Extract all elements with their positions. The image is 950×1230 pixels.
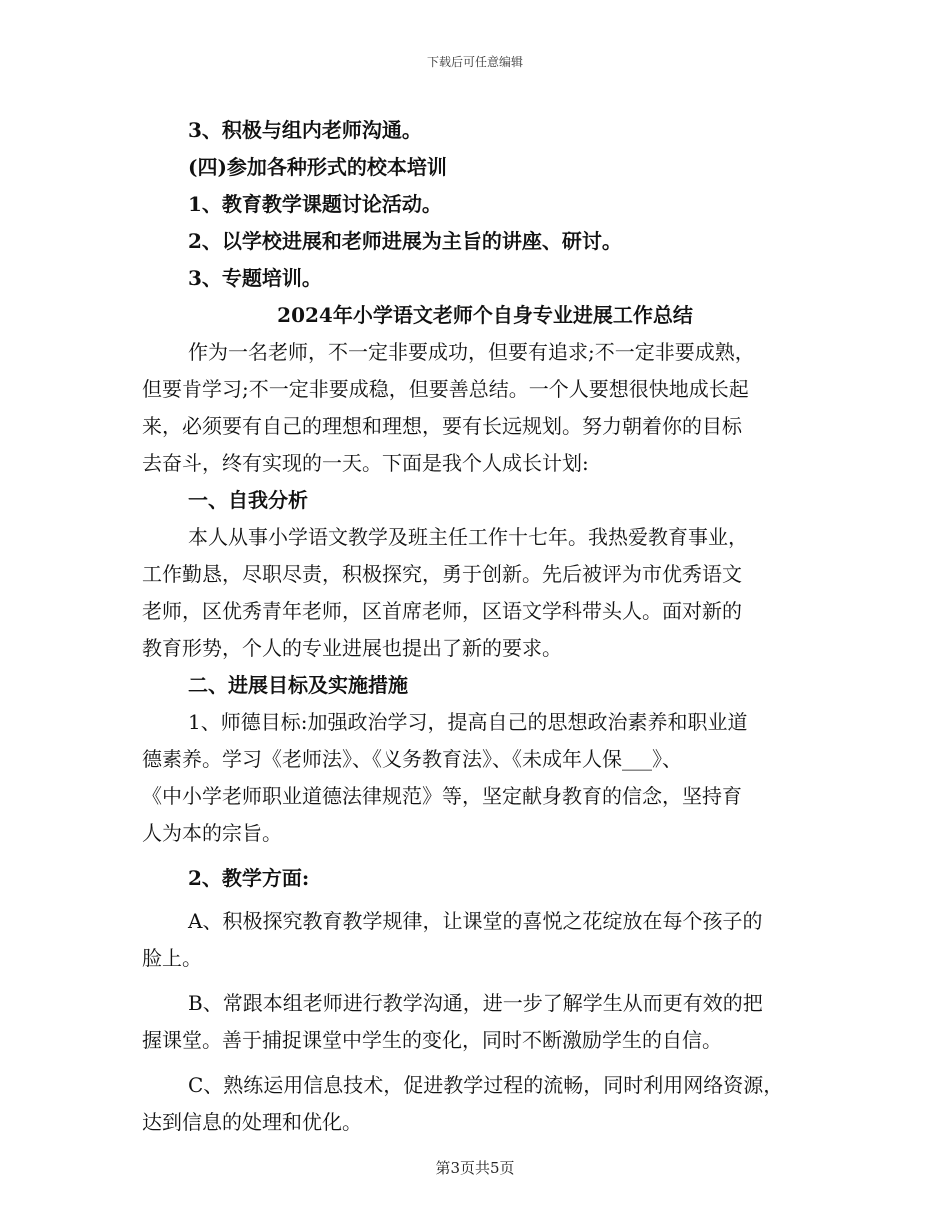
paragraph-line: 德素养。学习《老师法》、《义务教育法》、《未成年人保___》、 [142, 747, 682, 771]
page-header: 下载后可任意编辑 [426, 55, 523, 69]
paragraph-line: 人为本的宗旨。 [142, 821, 282, 845]
section-heading: 一、自我分析 [188, 488, 308, 512]
section-heading: 二、进展目标及实施措施 [188, 673, 408, 697]
paragraph-line: 作为一名老师，不一定非要成功，但要有追求;不一定非要成熟， [188, 340, 755, 364]
paragraph-line: 《中小学老师职业道德法律规范》等，坚定献身教育的信念，坚持育 [142, 784, 742, 808]
list-item: 1、教育教学课题讨论活动。 [188, 192, 442, 216]
paragraph-line: 达到信息的处理和优化。 [142, 1110, 362, 1134]
paragraph-line: 工作勤恳，尽职尽责，积极探究，勇于创新。先后被评为市优秀语文 [142, 562, 742, 586]
list-item: 3、专题培训。 [188, 266, 322, 290]
paragraph-line: 握课堂。善于捕捉课堂中学生的变化，同时不断激励学生的自信。 [142, 1028, 722, 1052]
paragraph-line: 但要肯学习;不一定非要成稳，但要善总结。一个人要想很快地成长起 [142, 377, 749, 401]
paragraph-line: C、熟练运用信息技术，促进教学过程的流畅，同时利用网络资源， [188, 1073, 784, 1097]
paragraph-line: 老师，区优秀青年老师，区首席老师，区语文学科带头人。面对新的 [142, 599, 742, 623]
paragraph-line: 去奋斗，终有实现的一天。下面是我个人成长计划: [142, 451, 589, 475]
paragraph-line: B、常跟本组老师进行教学沟通，进一步了解学生从而更有效的把 [188, 991, 763, 1015]
list-item: 2、以学校进展和老师进展为主旨的讲座、研讨。 [188, 229, 622, 253]
document-title: 2024年小学语文老师个自身专业进展工作总结 [277, 303, 693, 327]
section-heading: (四)参加各种形式的校本培训 [188, 155, 447, 179]
paragraph-line: A、积极探究教育教学规律，让课堂的喜悦之花绽放在每个孩子的 [188, 909, 763, 933]
paragraph-line: 1、师德目标:加强政治学习，提高自己的思想政治素养和职业道 [188, 710, 748, 734]
page-footer: 第3页共5页 [435, 1159, 515, 1177]
paragraph-line: 本人从事小学语文教学及班主任工作十七年。我热爱教育事业， [188, 525, 748, 549]
paragraph-line: 教育形势，个人的专业进展也提出了新的要求。 [142, 636, 562, 660]
paragraph-line: 来，必须要有自己的理想和理想，要有长远规划。努力朝着你的目标 [142, 414, 742, 438]
section-heading: 2、教学方面: [188, 866, 310, 890]
document-body [142, 112, 818, 1141]
paragraph-line: 脸上。 [142, 946, 202, 970]
list-item: 3、积极与组内老师沟通。 [188, 118, 422, 142]
